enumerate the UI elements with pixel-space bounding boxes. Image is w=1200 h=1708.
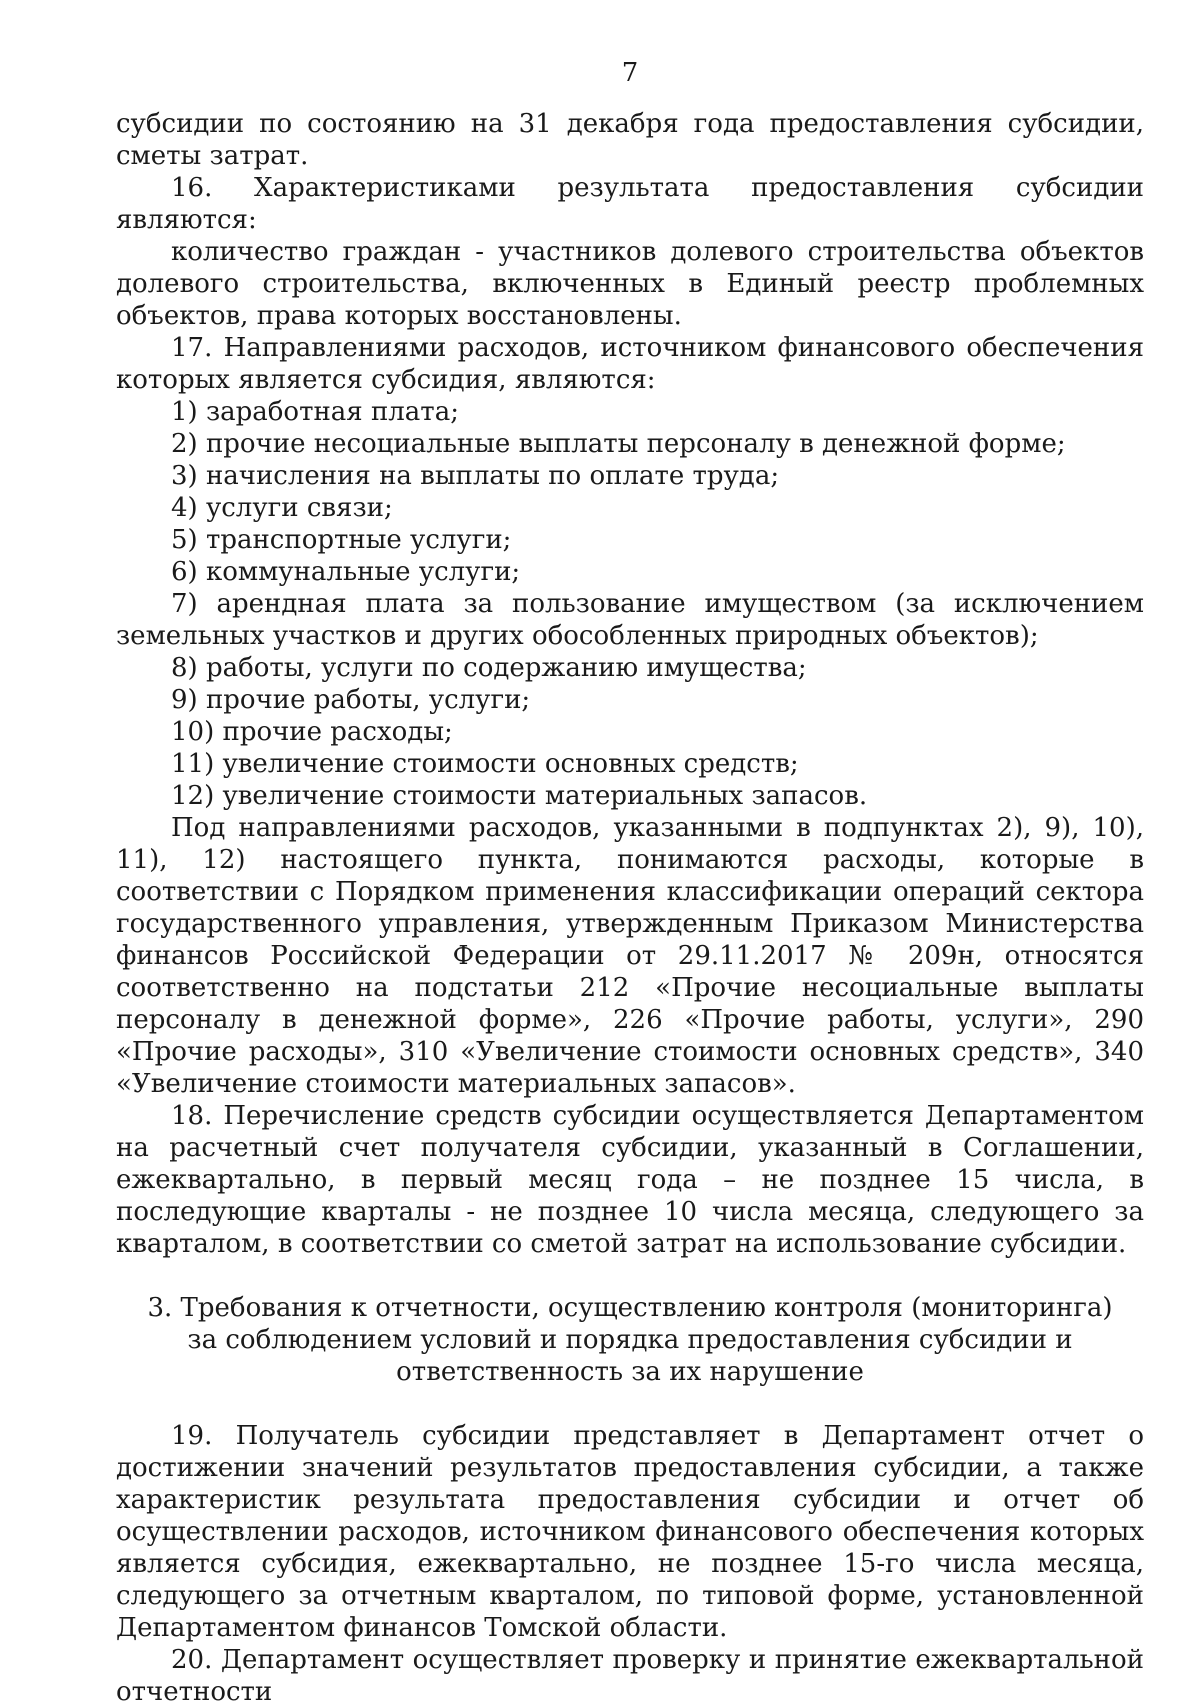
paragraph-19: 19. Получатель субсидии представляет в Департамент отчет о достижении значений результатов предоставления субсидии, а также характеристик результата предоставления субсидии и отчет об осуществлении расходов, источником финансового обеспечения которых является субсидия, ежеквартально, не позднее 15-го числа месяца, следующего за отчетным кварталом, по типовой форме, установленной Департаментом финансов Томской области. bbox=[116, 1421, 1144, 1643]
expense-item: 11) увеличение стоимости основных средств; bbox=[171, 749, 799, 779]
expense-item: 8) работы, услуги по содержанию имущества; bbox=[171, 653, 807, 683]
section-heading: 3. Требования к отчетности, осуществлению контроля (мониторинга) за соблюдением условий и порядка предоставления субсидии и ответственность за их нарушение bbox=[147, 1293, 1113, 1387]
expense-item: 7) арендная плата за пользование имуществом (за исключением земельных участков и других обособленных природных объектов); bbox=[116, 589, 1144, 651]
paragraph-17: 17. Направлениями расходов, источником финансового обеспечения которых является субсидия, являются: bbox=[116, 333, 1144, 395]
expense-item: 6) коммунальные услуги; bbox=[171, 557, 521, 587]
paragraph-expense-directions: Под направлениями расходов, указанными в подпунктах 2), 9), 10), 11), 12) настоящего пункта, понимаются расходы, которые в соответствии с Порядком применения классификации операций сектора государственного управления, утвержденным Приказом Министерства финансов Российской Федерации от 29.11.2017 № 209н, относятся соответственно на подстатьи 212 «Прочие несоциальные выплаты персоналу в денежной форме», 226 «Прочие работы, услуги», 290 «Прочие расходы», 310 «Увеличение стоимости основных средств», 340 «Увеличение стоимости материальных запасов». bbox=[116, 813, 1144, 1099]
expense-item: 2) прочие несоциальные выплаты персоналу в денежной форме; bbox=[171, 429, 1066, 459]
expense-item: 9) прочие работы, услуги; bbox=[171, 685, 531, 715]
page-number: 7 bbox=[621, 58, 639, 88]
expense-list bbox=[116, 396, 1144, 812]
paragraph-18: 18. Перечисление средств субсидии осуществляется Департаментом на расчетный счет получателя субсидии, указанный в Соглашении, ежеквартально, в первый месяц года – не позднее 15 числа, в последующие кварталы - не позднее 10 числа месяца, следующего за кварталом, в соответствии со сметой затрат на использование субсидии. bbox=[116, 1101, 1144, 1259]
document-body bbox=[116, 108, 1144, 1708]
paragraph-16-characteristic: количество граждан - участников долевого строительства объектов долевого строительства, включенных в Единый реестр проблемных объектов, права которых восстановлены. bbox=[116, 237, 1144, 331]
expense-item: 12) увеличение стоимости материальных запасов. bbox=[171, 781, 868, 811]
expense-item: 5) транспортные услуги; bbox=[171, 525, 512, 555]
paragraph-16: 16. Характеристиками результата предоставления субсидии являются: bbox=[116, 173, 1144, 235]
expense-item: 4) услуги связи; bbox=[171, 493, 393, 523]
expense-item: 1) заработная плата; bbox=[171, 397, 459, 427]
paragraph-continuation: субсидии по состоянию на 31 декабря года предоставления субсидии, сметы затрат. bbox=[116, 109, 1144, 171]
expense-item: 10) прочие расходы; bbox=[171, 717, 453, 747]
expense-item: 3) начисления на выплаты по оплате труда; bbox=[171, 461, 780, 491]
paragraph-20: 20. Департамент осуществляет проверку и принятие ежеквартальной отчетности bbox=[116, 1645, 1144, 1707]
